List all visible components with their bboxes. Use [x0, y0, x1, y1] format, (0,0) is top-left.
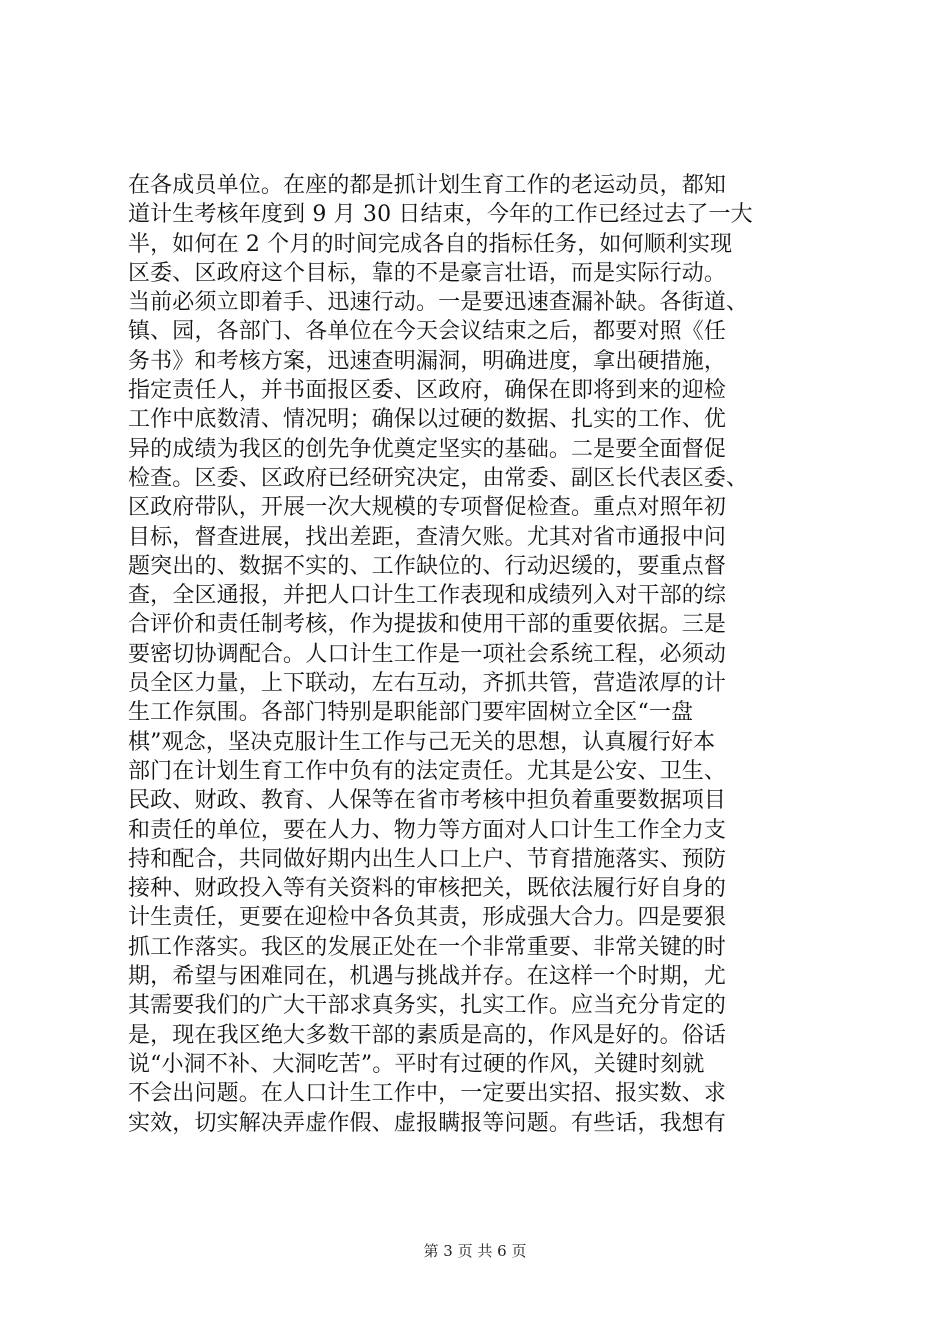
page-number-footer: 第 3 页 共 6 页	[423, 1242, 527, 1260]
text-line: 期，希望与困难同在，机遇与挑战并存。在这样一个时期，尤	[128, 964, 727, 990]
text-line: 区政府带队，开展一次大规模的专项督促检查。重点对照年初	[128, 495, 727, 521]
text-line: 镇、园，各部门、各单位在今天会议结束之后，都要对照《任	[128, 319, 727, 345]
text-line: 查，全区通报，并把人口计生工作表现和成绩列入对干部的综	[128, 583, 727, 609]
text-line: 要密切协调配合。人口计生工作是一项社会系统工程，必须动	[128, 641, 727, 667]
text-line: 棋”观念，坚决克服计生工作与己无关的思想，认真履行好本	[128, 729, 716, 755]
text-line: 员全区力量，上下联动，左右互动，齐抓共管，营造浓厚的计	[128, 671, 727, 697]
text-line: 民政、财政、教育、人保等在省市考核中担负着重要数据项目	[128, 788, 727, 814]
body-text	[128, 171, 838, 1138]
text-line: 检查。区委、区政府已经研究决定，由常委、副区长代表区委、	[128, 465, 749, 491]
text-line: 务书》和考核方案，迅速查明漏洞，明确进度，拿出硬措施，	[128, 348, 727, 374]
text-line: 和责任的单位，要在人力、物力等方面对人口计生工作全力支	[128, 817, 727, 843]
text-line: 题突出的、数据不实的、工作缺位的、行动迟缓的，要重点督	[128, 553, 727, 579]
text-line: 说“小洞不补、大洞吃苦”。平时有过硬的作风，关键时刻就	[128, 1051, 705, 1077]
text-line: 持和配合，共同做好期内出生人口上户、节育措施落实、预防	[128, 846, 727, 872]
text-line: 半，如何在 2 个月的时间完成各自的指标任务，如何顺利实现	[128, 231, 733, 257]
text-line: 其需要我们的广大干部求真务实，扎实工作。应当充分肯定的	[128, 993, 727, 1019]
text-line: 工作中底数清、情况明；确保以过硬的数据、扎实的工作、优	[128, 407, 727, 433]
text-line: 计生责任，更要在迎检中各负其责，形成强大合力。四是要狠	[128, 905, 727, 931]
text-line: 在各成员单位。在座的都是抓计划生育工作的老运动员，都知	[128, 173, 727, 198]
text-line: 区委、区政府这个目标，靠的不是豪言壮语，而是实际行动。	[128, 260, 727, 286]
text-line: 目标，督查进展，找出差距，查清欠账。尤其对省市通报中问	[128, 524, 727, 550]
text-line: 当前必须立即着手、迅速行动。一是要迅速查漏补缺。各街道、	[128, 290, 749, 316]
text-line: 异的成绩为我区的创先争优奠定坚实的基础。二是要全面督促	[128, 436, 727, 462]
text-line: 是，现在我区绝大多数干部的素质是高的，作风是好的。俗话	[128, 1022, 727, 1048]
text-line: 抓工作落实。我区的发展正处在一个非常重要、非常关键的时	[128, 934, 727, 960]
text-line: 合评价和责任制考核，作为提拔和使用干部的重要依据。三是	[128, 612, 727, 638]
text-line: 生工作氛围。各部门特别是职能部门要牢固树立全区“一盘	[128, 700, 694, 726]
text-line: 指定责任人，并书面报区委、区政府，确保在即将到来的迎检	[128, 378, 727, 404]
text-line: 部门在计划生育工作中负有的法定责任。尤其是公安、卫生、	[128, 758, 727, 784]
text-line: 道计生考核年度到 9 月 30 日结束，今年的工作已经过去了一大	[128, 202, 753, 228]
text-line: 实效，切实解决弄虚作假、虚报瞒报等问题。有些话，我想有	[128, 1110, 727, 1136]
text-line: 接种、财政投入等有关资料的审核把关，既依法履行好自身的	[128, 876, 727, 902]
text-line: 不会出问题。在人口计生工作中，一定要出实招、报实数、求	[128, 1081, 727, 1107]
